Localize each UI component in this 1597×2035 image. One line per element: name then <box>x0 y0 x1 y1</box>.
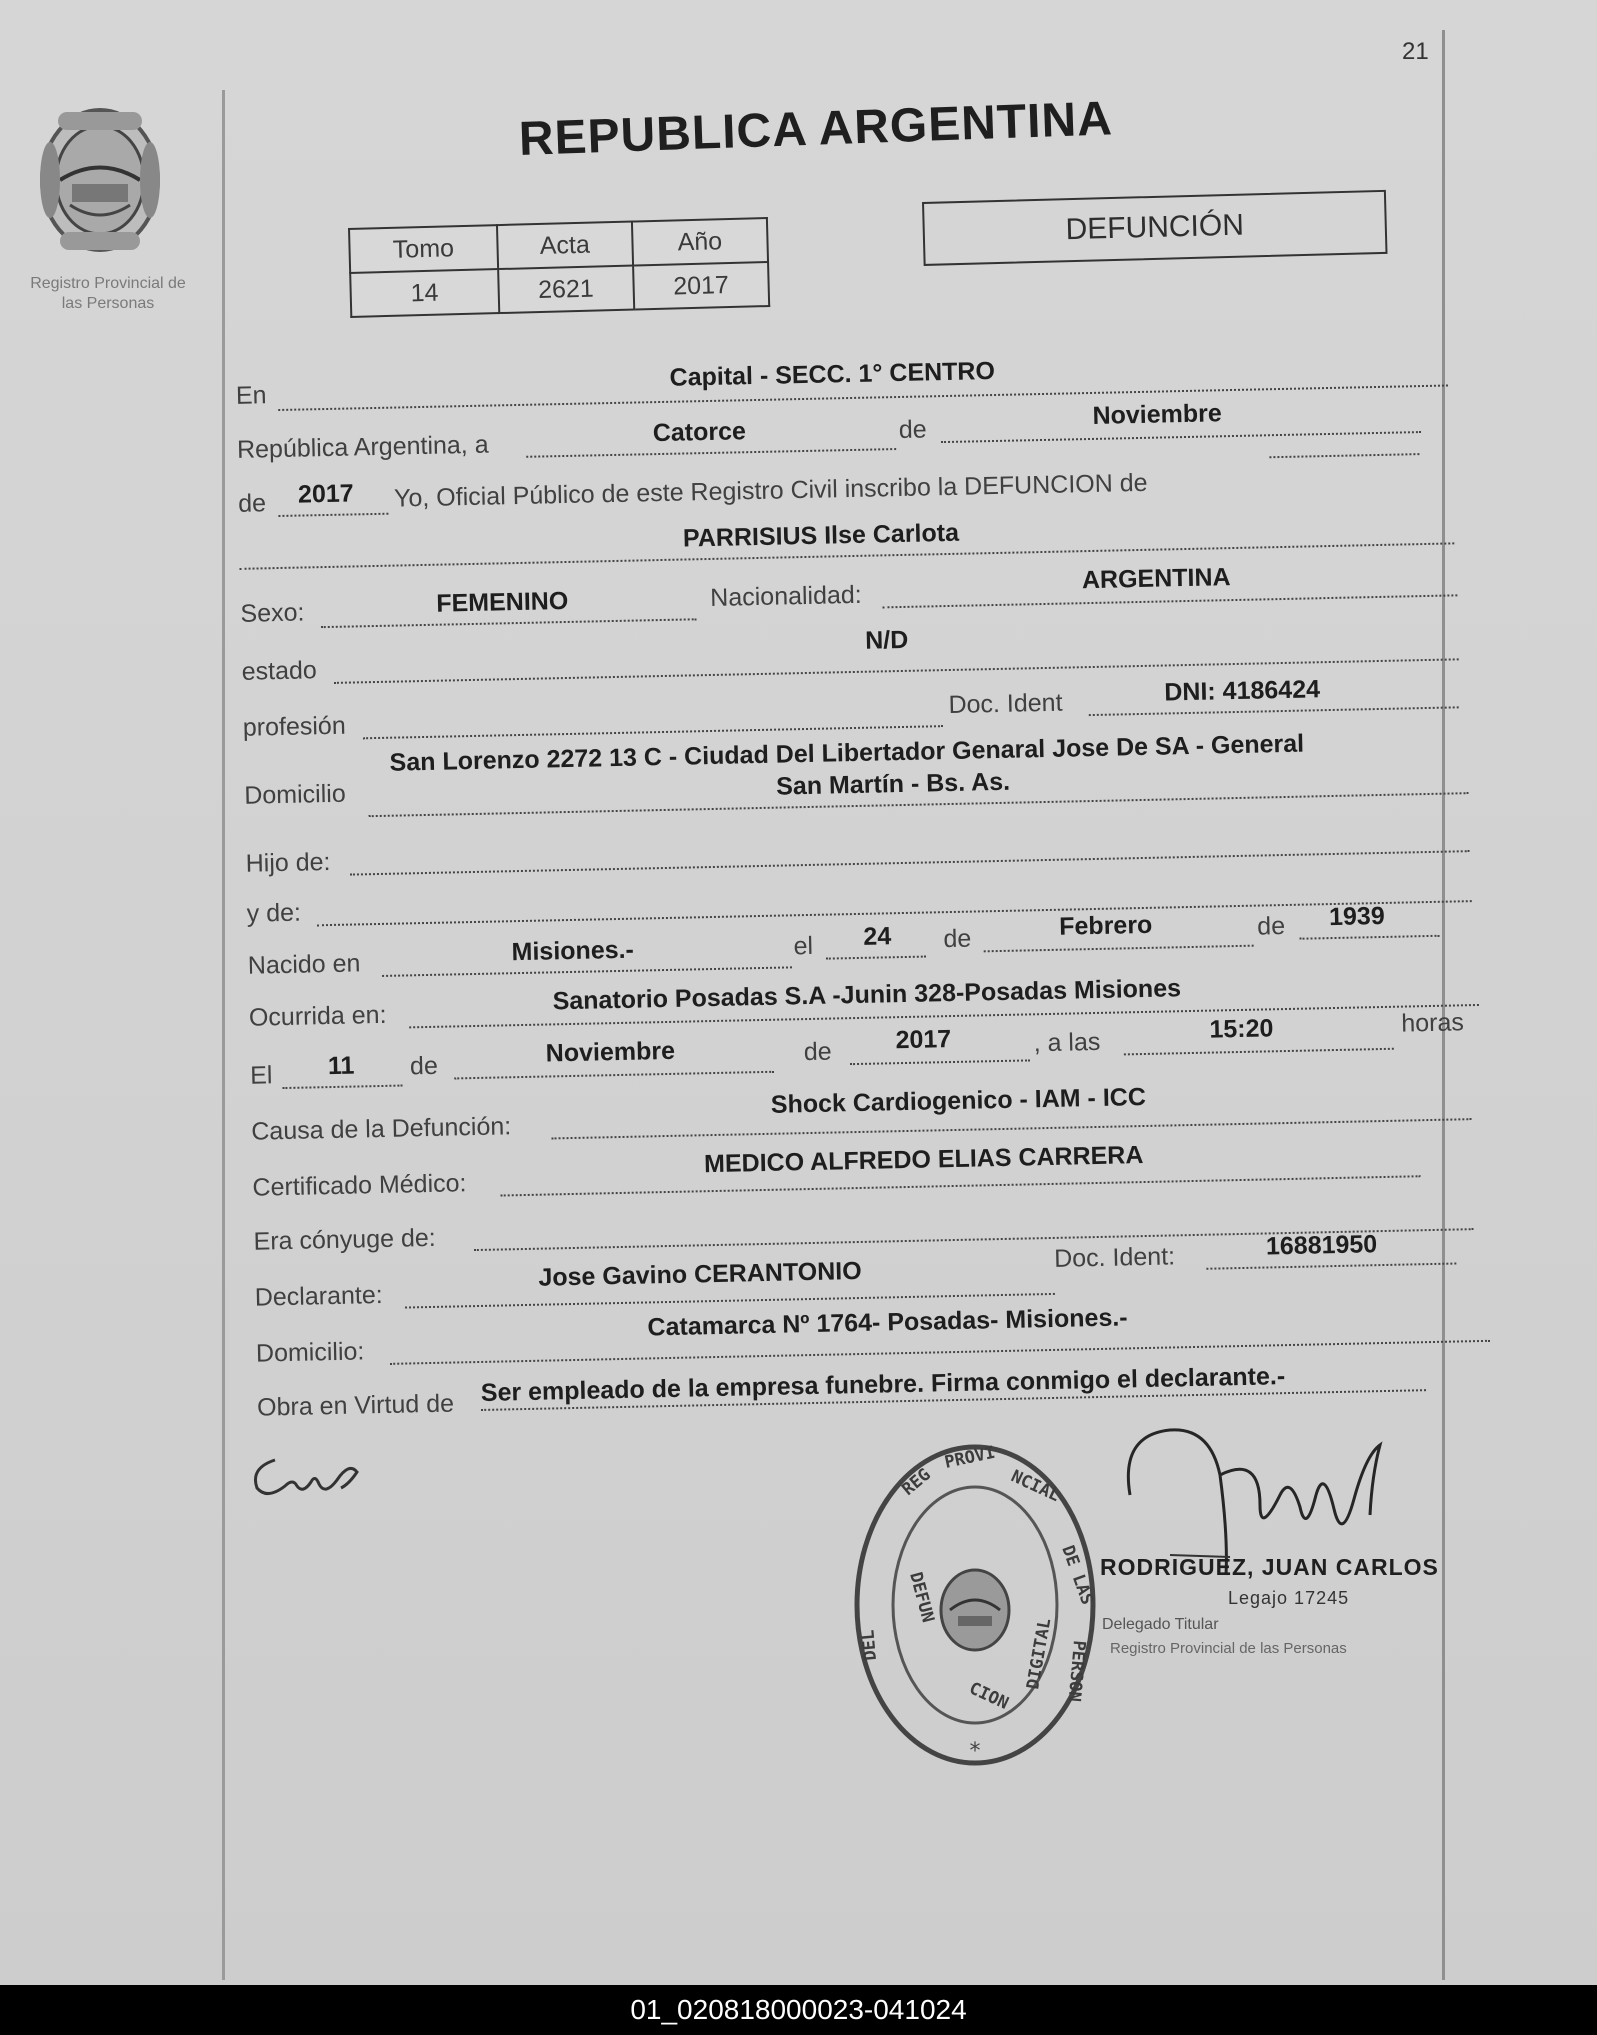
dotted-line <box>941 431 1421 443</box>
page-number: 21 <box>1402 38 1429 65</box>
svg-text:PROVI: PROVI <box>942 1442 998 1473</box>
value-nac-dia: 24 <box>863 922 892 951</box>
value-mes: Noviembre <box>1092 399 1223 430</box>
value-tomo: 14 <box>350 269 499 317</box>
dotted-line <box>1124 1048 1394 1056</box>
value-lugar: Capital - SECC. 1° CENTRO <box>669 356 996 392</box>
value-nac-anio: 1939 <box>1328 901 1385 932</box>
dotted-line <box>882 594 1457 608</box>
label-domicilio: Domicilio <box>243 779 346 810</box>
label-hijo-de: Hijo de: <box>245 848 331 878</box>
svg-text:CION: CION <box>965 1678 1012 1714</box>
value-nac-mes: Febrero <box>1058 910 1153 941</box>
dotted-line <box>1089 706 1459 716</box>
value-domicilio-line2: San Martín - Bs. As. <box>775 767 1011 801</box>
dotted-line <box>1269 453 1419 458</box>
label-horas: horas <box>1401 1008 1465 1038</box>
svg-text:DIGITAL: DIGITAL <box>1023 1616 1056 1691</box>
label-obra: Obra en Virtud de <box>256 1389 455 1422</box>
label-profesion: profesión <box>242 711 346 742</box>
label-y-de: y de: <box>246 898 302 928</box>
label-de-c: de <box>409 1051 439 1081</box>
registry-stamp-icon <box>850 1440 1100 1770</box>
dotted-line <box>826 956 926 960</box>
official-legajo: Legajo 17245 <box>1228 1588 1350 1608</box>
header-anio: Año <box>632 218 768 266</box>
label-declarante: Declarante: <box>254 1281 383 1312</box>
dotted-line <box>552 1118 1472 1139</box>
label-doc-ident2: Doc. Ident: <box>1053 1242 1176 1273</box>
value-def-dia: 11 <box>327 1051 355 1081</box>
dotted-line <box>282 1085 402 1090</box>
label-en: En <box>235 381 267 410</box>
value-estado: N/D <box>864 625 909 655</box>
svg-text:NCIAL: NCIAL <box>1007 1466 1063 1507</box>
label-conyuge: Era cónyuge de: <box>253 1223 436 1256</box>
dotted-line <box>363 725 943 739</box>
header-acta: Acta <box>497 222 633 270</box>
label-el: el <box>793 931 814 961</box>
label-doc-ident: Doc. Ident <box>948 688 1063 720</box>
value-sexo: FEMENINO <box>436 586 569 618</box>
value-ocurrida-en: Sanatorio Posadas S.A -Junin 328-Posadas Misiones <box>552 974 1182 1016</box>
label-de: de <box>898 415 927 444</box>
value-certificado: MEDICO ALFREDO ELIAS CARRERA <box>703 1141 1144 1179</box>
label-ocurrida-en: Ocurrida en: <box>248 1000 387 1032</box>
dotted-line <box>1206 1263 1456 1270</box>
dotted-line <box>984 945 1254 953</box>
label-a-las: , a las <box>1033 1027 1101 1058</box>
official-registry: Registro Provincial de las Personas <box>1110 1640 1347 1657</box>
handwritten-initials-icon <box>245 1438 385 1508</box>
value-doc-ident: DNI: 4186424 <box>1164 675 1321 707</box>
dotted-line <box>317 900 1472 926</box>
label-el2: El <box>249 1061 273 1090</box>
header-tomo: Tomo <box>349 225 498 273</box>
record-type-box: DEFUNCIÓN <box>922 190 1388 266</box>
svg-text:PERSON: PERSON <box>1063 1639 1089 1703</box>
registry-name-line1: Registro Provincial de <box>30 275 186 292</box>
label-estado: estado <box>241 656 318 686</box>
svg-text:DEL: DEL <box>858 1628 881 1662</box>
label-domicilio2: Domicilio: <box>255 1337 365 1368</box>
dotted-line <box>526 448 896 458</box>
value-declarante-doc: 16881950 <box>1265 1230 1378 1261</box>
dotted-line <box>1299 935 1439 940</box>
value-def-mes: Noviembre <box>545 1036 676 1068</box>
value-anio: 2017 <box>633 262 769 310</box>
value-declarante-domicilio: Catamarca Nº 1764- Posadas- Misiones.- <box>647 1303 1128 1342</box>
svg-text:DEFUN: DEFUN <box>905 1570 938 1625</box>
value-domicilio-line1: San Lorenzo 2272 13 C - Ciudad Del Libertador Genaral Jose De SA - General <box>389 729 1305 777</box>
value-nacionalidad: ARGENTINA <box>1081 563 1231 595</box>
label-republica: República Argentina, a <box>236 430 489 464</box>
svg-text:*: * <box>969 1739 981 1764</box>
dotted-line <box>382 966 792 977</box>
dotted-line <box>278 513 388 517</box>
value-acta: 2621 <box>498 266 634 314</box>
dotted-line <box>390 1340 1490 1365</box>
label-oficial: Yo, Oficial Público de este Registro Civil inscribo la DEFUNCION de <box>393 468 1148 513</box>
dotted-line <box>501 1175 1421 1196</box>
official-role: Delegado Titular <box>1102 1616 1219 1633</box>
label-de-a: de <box>943 924 972 954</box>
value-nombre: PARRISIUS Ilse Carlota <box>682 518 960 553</box>
value-obra: Ser empleado de la empresa funebre. Firma conmigo el declarante.- <box>480 1362 1286 1407</box>
scan-id-footer: 01_020818000023-041024 <box>0 1985 1597 2035</box>
document-title: REPUBLICA ARGENTINA <box>518 92 1114 166</box>
value-anio: 2017 <box>297 479 354 509</box>
value-declarante: Jose Gavino CERANTONIO <box>538 1256 862 1292</box>
label-de2: de <box>237 489 267 518</box>
value-dia: Catorce <box>652 417 747 448</box>
dotted-line <box>850 1059 1030 1065</box>
registry-name-line2: las Personas <box>61 295 155 312</box>
official-name: RODRIGUEZ, JUAN CARLOS <box>1100 1554 1439 1580</box>
value-nacido-en: Misiones.- <box>511 935 635 967</box>
svg-text:DE LAS: DE LAS <box>1057 1542 1098 1608</box>
value-causa: Shock Cardiogenico - IAM - ICC <box>770 1082 1147 1119</box>
label-de-b: de <box>1256 912 1286 941</box>
label-de-d: de <box>803 1037 832 1067</box>
label-nacido-en: Nacido en <box>247 949 361 980</box>
label-sexo: Sexo: <box>240 598 305 628</box>
dotted-line <box>321 618 697 628</box>
label-certificado: Certificado Médico: <box>252 1169 467 1202</box>
label-nacionalidad: Nacionalidad: <box>709 580 863 612</box>
svg-text:REG: REG <box>898 1464 935 1500</box>
value-def-anio: 2017 <box>895 1025 952 1055</box>
dotted-line <box>454 1071 774 1080</box>
dotted-line <box>350 850 1470 875</box>
value-def-hora: 15:20 <box>1209 1014 1274 1044</box>
label-causa: Causa de la Defunción: <box>251 1112 512 1146</box>
